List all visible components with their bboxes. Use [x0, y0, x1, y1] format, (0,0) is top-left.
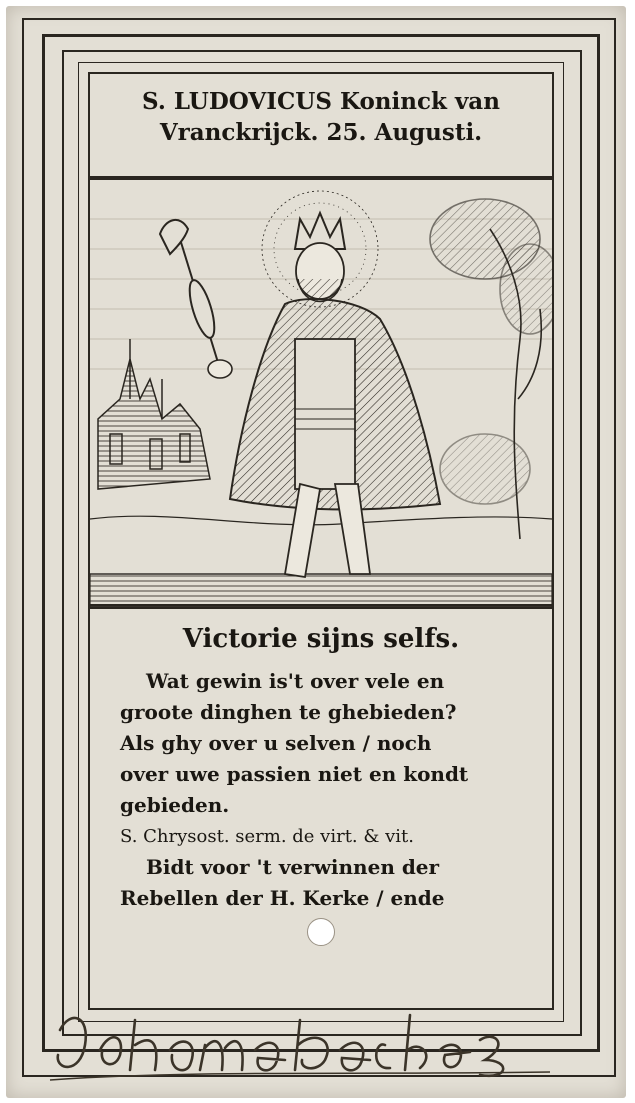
ground-drawing — [90, 516, 552, 607]
title-panel — [88, 72, 554, 180]
scepter-drawing — [160, 220, 220, 369]
saint-louis-engraving — [90, 179, 552, 607]
quote-line-2: groote dinghen te ghebieden? — [120, 700, 457, 724]
saint-title — [90, 86, 552, 148]
title-line-2: Vranckrijck. 25. Augusti. — [159, 119, 483, 146]
quote-line-4: over uwe passien niet en kondt — [120, 762, 469, 786]
punch-hole — [307, 918, 335, 946]
title-line-1: S. LUDOVICUS Koninck van — [142, 88, 500, 115]
text-panel — [88, 604, 554, 1010]
quote-line-5: gebieden. — [120, 793, 230, 817]
source-citation: S. Chrysost. serm. de virt. & vit. — [120, 826, 414, 847]
prayer-line-1: Bidt voor 't verwinnen der — [146, 855, 440, 879]
quote-line-1: Wat gewin is't over vele en — [146, 669, 445, 693]
quotation-block — [120, 666, 540, 914]
engraving-panel — [88, 176, 554, 609]
motto-heading: Victorie sijns selfs. — [182, 624, 460, 654]
quote-line-3: Als ghy over u selven / noch — [120, 731, 432, 755]
prayer-line-2: Rebellen der H. Kerke / ende — [120, 886, 445, 910]
castle-drawing — [98, 339, 210, 489]
handwritten-signature — [40, 1000, 560, 1090]
